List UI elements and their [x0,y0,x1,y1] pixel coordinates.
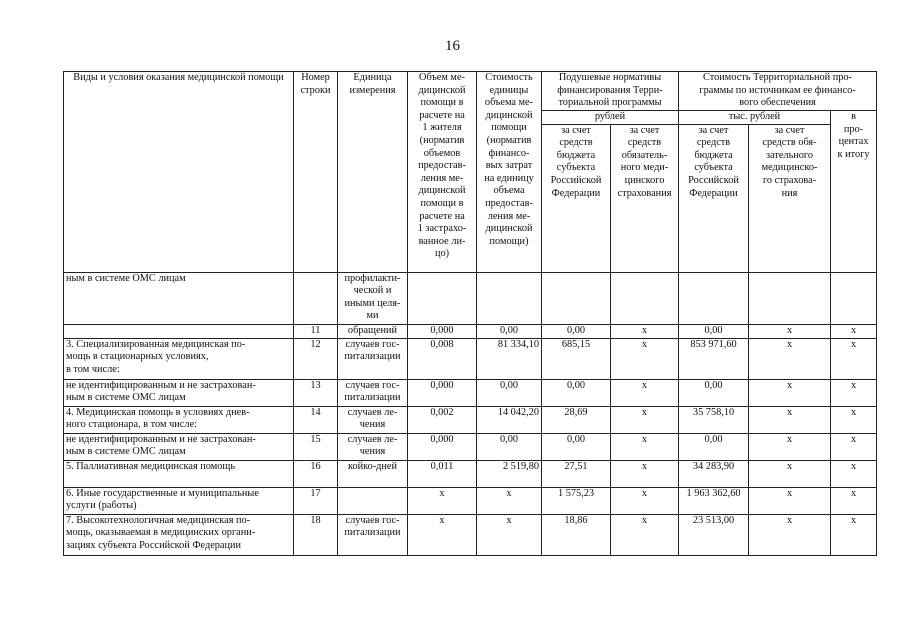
row-budget-cost: 0,00 [679,324,749,338]
row-name: 4. Медицинская помощь в условиях днев- ного стационара, в том числе: [64,406,294,433]
row-volume: x [408,514,477,555]
row-oms-per-capita: x [611,379,679,406]
row-budget-per-capita: 685,15 [542,338,611,379]
row-unit: койко-дней [338,460,408,487]
row-budget-cost: 0,00 [679,433,749,460]
row-oms-cost: x [749,433,831,460]
row-number: 14 [294,406,338,433]
row-percent: x [831,406,877,433]
header-budget-per-capita: за счет средств бюджета субъекта Российской Федерации [542,124,611,272]
row-budget-per-capita: 1 575,23 [542,487,611,514]
row-unit-cost [477,272,542,324]
row-percent: x [831,338,877,379]
table-row [64,433,877,460]
row-unit: случаев гос- питализации [338,514,408,555]
row-name [64,324,294,338]
header-group-per-capita: Подушевые нормативы финансирования Терри- ториальной программы [542,72,679,111]
row-oms-per-capita: x [611,487,679,514]
row-percent: x [831,487,877,514]
row-number [294,272,338,324]
row-unit-cost: 2 519,80 [477,460,542,487]
row-percent [831,272,877,324]
row-unit: случаев гос- питализации [338,338,408,379]
table-row [64,324,877,338]
header-percent-of-total: в про- центах к итогу [831,111,877,273]
row-oms-per-capita: x [611,514,679,555]
row-unit-cost: 81 334,10 [477,338,542,379]
row-percent: x [831,514,877,555]
row-number: 17 [294,487,338,514]
row-oms-cost: x [749,514,831,555]
header-col-row-number: Номер строки [294,72,338,273]
row-percent: x [831,379,877,406]
row-volume: 0,002 [408,406,477,433]
row-volume: 0,000 [408,379,477,406]
table-row [64,379,877,406]
row-oms-per-capita: x [611,338,679,379]
table-row [64,338,877,379]
row-number: 15 [294,433,338,460]
row-budget-cost [679,272,749,324]
row-budget-cost: 34 283,90 [679,460,749,487]
header-col-unit-cost: Стоимость единицы объема ме- дицинской помощи (норматив финансо- вых затрат на единицу объема предостав- ления ме- дицинской помощи) [477,72,542,273]
row-budget-cost: 35 758,10 [679,406,749,433]
row-oms-cost: x [749,406,831,433]
row-oms-cost: x [749,324,831,338]
row-number: 13 [294,379,338,406]
header-col-kinds: Виды и условия оказания медицинской помощи [64,72,294,273]
row-oms-cost [749,272,831,324]
row-budget-per-capita: 28,69 [542,406,611,433]
row-number: 18 [294,514,338,555]
row-oms-per-capita: x [611,460,679,487]
row-unit: случаев гос- питализации [338,379,408,406]
row-budget-per-capita: 0,00 [542,433,611,460]
row-name: 6. Иные государственные и муниципальные услуги (работы) [64,487,294,514]
table-row [64,514,877,555]
row-volume: 0,000 [408,324,477,338]
table-row [64,460,877,487]
row-percent: x [831,460,877,487]
header-oms-cost: за счет средств обя- зательного медицинско- го страхова- ния [749,124,831,272]
row-budget-per-capita: 18,86 [542,514,611,555]
row-number: 12 [294,338,338,379]
row-name: ным в системе ОМС лицам [64,272,294,324]
row-unit-cost: 0,00 [477,433,542,460]
row-volume [408,272,477,324]
row-budget-per-capita: 0,00 [542,324,611,338]
row-oms-per-capita: x [611,324,679,338]
row-name: 5. Паллиативная медицинская помощь [64,460,294,487]
row-volume: 0,008 [408,338,477,379]
row-number: 11 [294,324,338,338]
row-budget-cost: 1 963 362,60 [679,487,749,514]
row-oms-cost: x [749,460,831,487]
row-budget-per-capita: 27,51 [542,460,611,487]
row-unit: профилакти- ческой и иными целя- ми [338,272,408,324]
row-oms-cost: x [749,487,831,514]
row-volume: 0,011 [408,460,477,487]
header-unit-thousand-rubles: тыс. рублей [679,111,831,125]
table-row [64,487,877,514]
row-budget-cost: 23 513,00 [679,514,749,555]
header-unit-rubles: рублей [542,111,679,125]
row-oms-cost: x [749,338,831,379]
row-percent: x [831,433,877,460]
financing-table [63,71,877,556]
row-budget-per-capita [542,272,611,324]
table-row [64,272,877,324]
row-oms-per-capita: x [611,406,679,433]
row-volume: x [408,487,477,514]
row-budget-per-capita: 0,00 [542,379,611,406]
header-oms-per-capita: за счет средств обязатель- ного меди- цинского страхования [611,124,679,272]
row-unit-cost: x [477,514,542,555]
page-number: 16 [445,38,460,54]
row-oms-per-capita: x [611,433,679,460]
row-number: 16 [294,460,338,487]
row-unit-cost: 0,00 [477,379,542,406]
row-oms-cost: x [749,379,831,406]
header-budget-cost: за счет средств бюджета субъекта Российской Федерации [679,124,749,272]
row-oms-per-capita [611,272,679,324]
row-name: не идентифицированным и не застрахован- ным в системе ОМС лицам [64,379,294,406]
row-budget-cost: 853 971,60 [679,338,749,379]
row-unit-cost: 14 042,20 [477,406,542,433]
header-row-1 [64,72,877,111]
row-budget-cost: 0,00 [679,379,749,406]
row-unit: обращений [338,324,408,338]
row-unit-cost: 0,00 [477,324,542,338]
table-row [64,406,877,433]
header-group-program-cost: Стоимость Территориальной про- граммы по источникам ее финансо- вого обеспечения [679,72,877,111]
row-name: не идентифицированным и не застрахован- ным в системе ОМС лицам [64,433,294,460]
row-unit-cost: x [477,487,542,514]
row-volume: 0,000 [408,433,477,460]
header-col-unit: Единица измерения [338,72,408,273]
row-percent: x [831,324,877,338]
row-name: 7. Высокотехнологичная медицинская по- мощь, оказываемая в медицинских органи- зациях субъекта Российской Федерации [64,514,294,555]
header-col-volume: Объем ме- дицинской помощи в расчете на 1 жителя (норматив объемов предостав- ления ме- дицинской помощи в расчете на 1 застрахо- ванное ли- цо) [408,72,477,273]
row-unit: случаев ле- чения [338,433,408,460]
row-name: 3. Специализированная медицинская по- мощь в стационарных условиях, в том числе: [64,338,294,379]
row-unit [338,487,408,514]
row-unit: случаев ле- чения [338,406,408,433]
